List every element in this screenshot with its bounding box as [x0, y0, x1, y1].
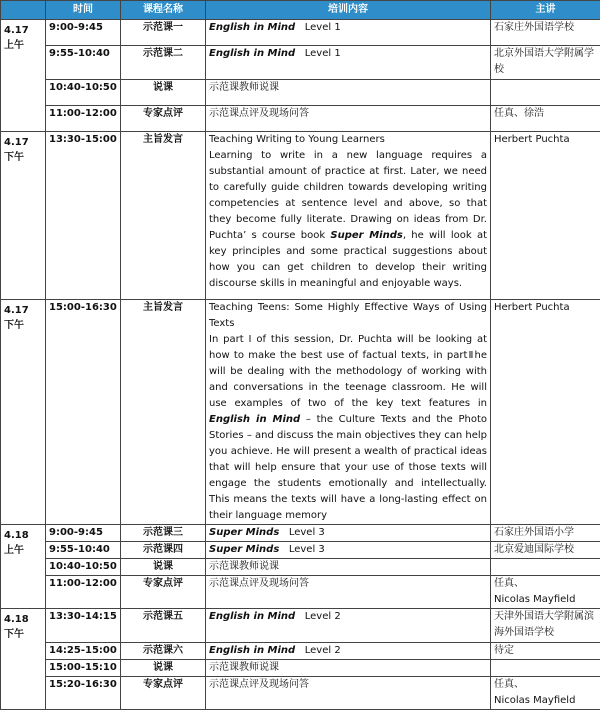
table-row	[1, 609, 600, 643]
time-cell: 9:00-9:45	[46, 525, 121, 542]
time-cell: 13:30-15:00	[46, 132, 121, 300]
lecturer-cell: 北京爱迪国际学校	[491, 542, 600, 559]
lecturer-cell: 待定	[491, 643, 600, 660]
course-cell: 主旨发言	[121, 300, 206, 525]
time-cell: 10:40-10:50	[46, 80, 121, 106]
course-cell: 专家点评	[121, 576, 206, 609]
time-cell: 13:30-14:15	[46, 609, 121, 643]
talk-heading: Teaching Teens: Some Highly Effective Ways of Using Texts	[209, 300, 487, 332]
content-cell: Super Minds Level 3	[206, 525, 491, 542]
table-row	[1, 132, 600, 300]
content-cell: English in Mind Level 1	[206, 46, 491, 80]
time-cell: 15:00-15:10	[46, 660, 121, 677]
course-cell: 示范课四	[121, 542, 206, 559]
course-cell: 示范课二	[121, 46, 206, 80]
content-cell: English in Mind Level 2	[206, 609, 491, 643]
lecturer-cell: 石家庄外国语学校	[491, 20, 600, 46]
course-cell: 说课	[121, 559, 206, 576]
table-row	[1, 643, 600, 660]
table-row	[1, 559, 600, 576]
table-row	[1, 106, 600, 132]
course-cell: 示范课六	[121, 643, 206, 660]
table-row	[1, 576, 600, 609]
time-cell: 10:40-10:50	[46, 559, 121, 576]
content-cell: English in Mind Level 1	[206, 20, 491, 46]
content-cell: 示范课点评及现场问答	[206, 576, 491, 609]
content-cell: 示范课教师说课	[206, 660, 491, 677]
lecturer-cell: 任真、 Nicolas Mayfield	[491, 677, 600, 710]
lecturer-cell	[491, 559, 600, 576]
course-cell: 示范课五	[121, 609, 206, 643]
course-cell: 说课	[121, 660, 206, 677]
content-cell: 示范课点评及现场问答	[206, 677, 491, 710]
table-row	[1, 525, 600, 542]
content-cell: 示范课点评及现场问答	[206, 106, 491, 132]
course-cell: 说课	[121, 80, 206, 106]
table-row	[1, 660, 600, 677]
content-cell: Teaching Writing to Young Learners Learning to write in a new language requires a substantial amount of practice at first. Later, we need to carefully guide children towards developing writing competencies at sentence level and above, so that they become fully literate. Drawing on ideas from Dr. Puchta’ s course book Super Minds, he will look at key principles and some practical suggestions about how you can get children to develop their writing discourse skills in meaningful and enjoyable ways.	[206, 132, 491, 300]
content-cell: Super Minds Level 3	[206, 542, 491, 559]
date-cell: 4.18 下午	[1, 609, 46, 710]
course-cell: 专家点评	[121, 106, 206, 132]
time-cell: 15:00-16:30	[46, 300, 121, 525]
date-cell: 4.17 下午	[1, 300, 46, 525]
header-lecturer: 主讲	[491, 1, 600, 20]
content-cell: English in Mind Level 2	[206, 643, 491, 660]
time-cell: 11:00-12:00	[46, 106, 121, 132]
time-cell: 14:25-15:00	[46, 643, 121, 660]
date-cell: 4.18 上午	[1, 525, 46, 609]
table-row	[1, 677, 600, 710]
lecturer-cell	[491, 660, 600, 677]
date-cell: 4.17 上午	[1, 20, 46, 132]
lecturer-cell: 任真、徐浩	[491, 106, 600, 132]
table-row	[1, 20, 600, 46]
table-row	[1, 80, 600, 106]
time-cell: 11:00-12:00	[46, 576, 121, 609]
table-row	[1, 46, 600, 80]
time-cell: 9:55-10:40	[46, 46, 121, 80]
lecturer-cell: 北京外国语大学附属学校	[491, 46, 600, 80]
content-cell: 示范课教师说课	[206, 559, 491, 576]
header-time: 时间	[46, 1, 121, 20]
time-cell: 9:00-9:45	[46, 20, 121, 46]
lecturer-cell: 任真、 Nicolas Mayfield	[491, 576, 600, 609]
lecturer-cell	[491, 80, 600, 106]
lecturer-cell: Herbert Puchta	[491, 300, 600, 525]
content-cell: 示范课教师说课	[206, 80, 491, 106]
course-cell: 示范课一	[121, 20, 206, 46]
content-cell: Teaching Teens: Some Highly Effective Ways of Using Texts In part I of this session, Dr. Puchta will be looking at how to make the best use of factual texts, in partⅡhe will be dealing with the methodology of working with and conversations in the teenage classroom. He will use examples of two of the key text features in English in Mind – the Culture Texts and the Photo Stories – and discuss the main objectives they can help you achieve. He will present a wealth of practical ideas that will help ensure that your use of those texts will engage the students emotionally and intellectually. This means the texts will have a long-lasting effect on their language memory	[206, 300, 491, 525]
course-cell: 主旨发言	[121, 132, 206, 300]
header-course: 课程名称	[121, 1, 206, 20]
table-row	[1, 542, 600, 559]
header-date	[1, 1, 46, 20]
table-row	[1, 300, 600, 525]
lecturer-cell: 石家庄外国语小学	[491, 525, 600, 542]
talk-heading: Teaching Writing to Young Learners	[209, 132, 487, 148]
header-content: 培训内容	[206, 1, 491, 20]
time-cell: 15:20-16:30	[46, 677, 121, 710]
date-cell: 4.17 下午	[1, 132, 46, 300]
lecturer-cell: Herbert Puchta	[491, 132, 600, 300]
lecturer-cell: 天津外国语大学附属滨海外国语学校	[491, 609, 600, 643]
time-cell: 9:55-10:40	[46, 542, 121, 559]
course-cell: 示范课三	[121, 525, 206, 542]
course-cell: 专家点评	[121, 677, 206, 710]
header-row	[1, 1, 600, 20]
